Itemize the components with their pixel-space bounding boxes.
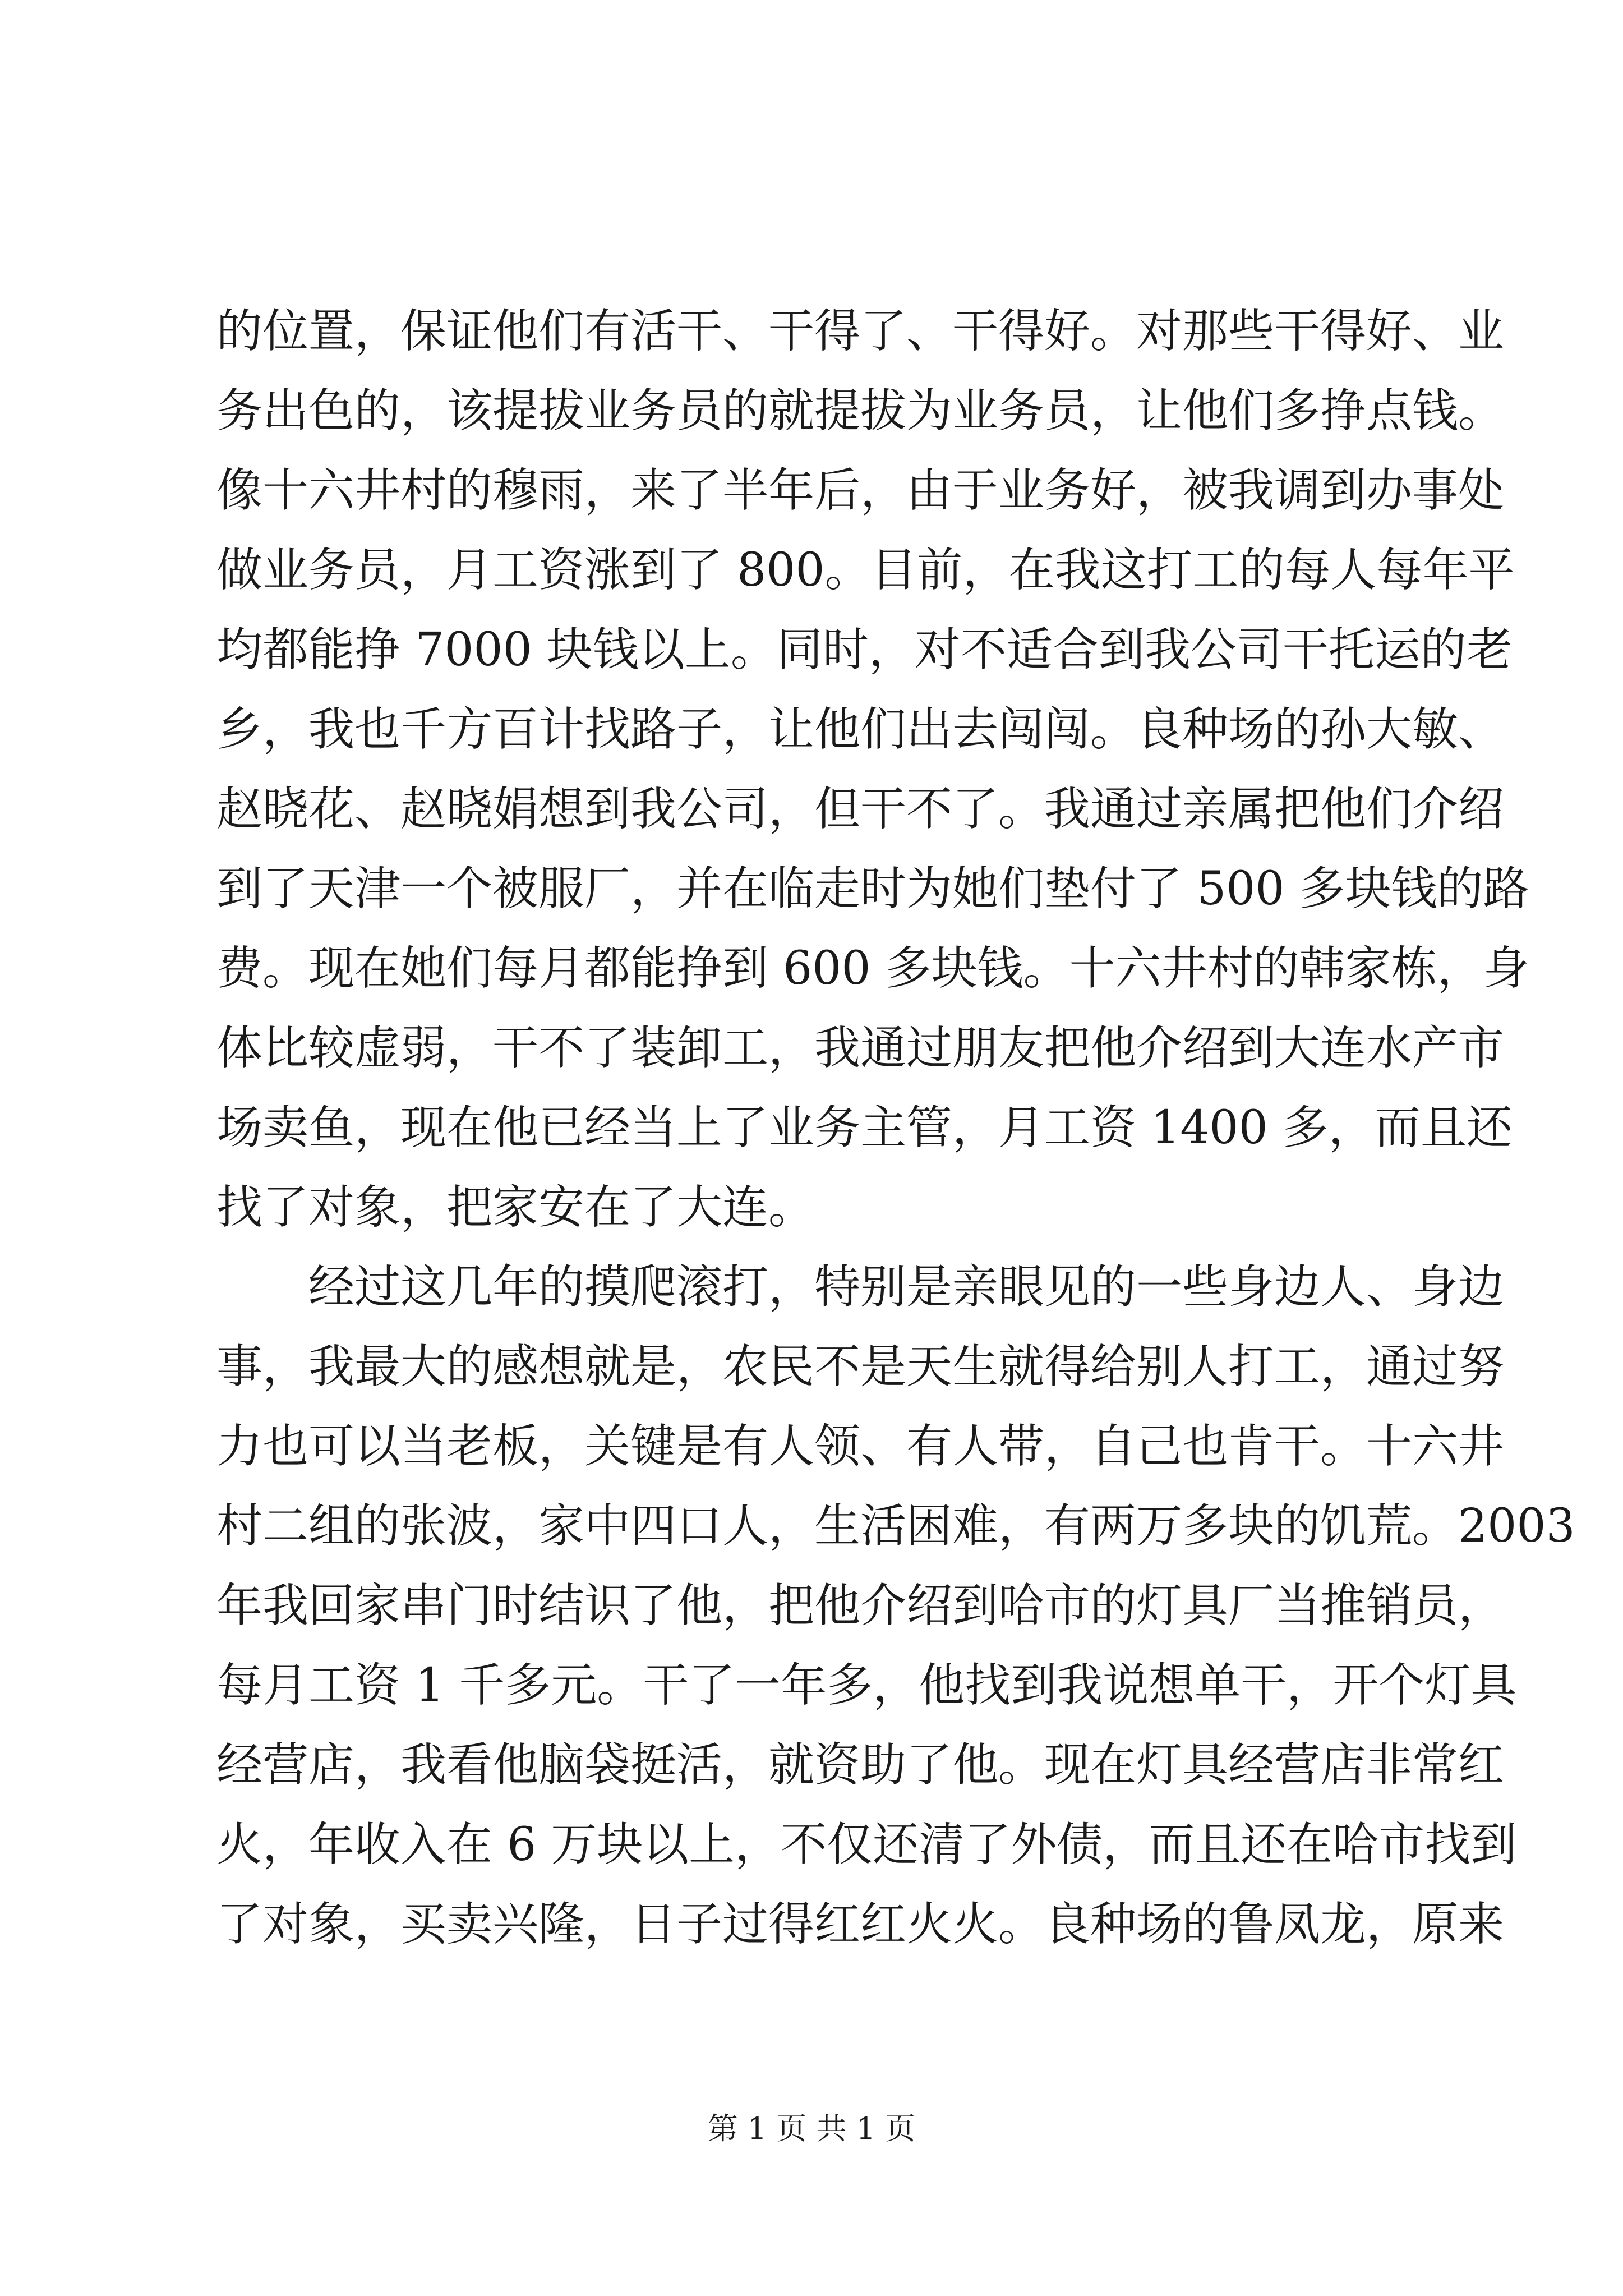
text-line: 火，年收入在 6 万块以上，不仅还清了外债，而且还在哈市找到 (216, 1818, 1517, 1871)
text-line: 年我回家串门时结识了他，把他介绍到哈市的灯具厂当推销员， (216, 1579, 1505, 1632)
text-line: 村二组的张波，家中四口人，生活困难，有两万多块的饥荒。2003 (216, 1499, 1575, 1553)
text-line: 力也可以当老板，关键是有人领、有人带，自己也肯干。十六井 (216, 1420, 1505, 1473)
paragraph (216, 1248, 1575, 1964)
text-line: 乡，我也千方百计找路子，让他们出去闯闯。良种场的孙大敏、 (216, 703, 1505, 756)
text-line: 场卖鱼，现在他已经当上了业务主管，月工资 1400 多，而且还 (216, 1101, 1513, 1154)
text-line: 事，我最大的感想就是，农民不是天生就得给别人打工，通过努 (216, 1340, 1505, 1393)
text-line: 每月工资 1 千多元。干了一年多，他找到我说想单干，开个灯具 (216, 1659, 1517, 1712)
text-line: 均都能挣 7000 块钱以上。同时，对不适合到我公司干托运的老 (216, 623, 1513, 677)
text-line: 经营店，我看他脑袋挺活，就资助了他。现在灯具经营店非常红 (216, 1738, 1505, 1792)
text-line: 赵晓花、赵晓娟想到我公司，但干不了。我通过亲属把他们介绍 (216, 783, 1505, 836)
page-footer: 第 1 页 共 1 页 (707, 2111, 916, 2146)
text-line: 了对象，买卖兴隆，日子过得红红火火。良种场的鲁凤龙，原来 (216, 1898, 1505, 1951)
text-line: 的位置，保证他们有活干、干得了、干得好。对那些干得好、业 (216, 305, 1505, 358)
body-text (216, 292, 1575, 1964)
text-line: 到了天津一个被服厂，并在临走时为她们垫付了 500 多块钱的路 (216, 862, 1529, 915)
text-line: 做业务员，月工资涨到了 800。目前，在我这打工的每人每年平 (216, 544, 1515, 597)
text-line: 务出色的，该提拔业务员的就提拔为业务员，让他们多挣点钱。 (216, 384, 1505, 438)
text-line: 费。现在她们每月都能挣到 600 多块钱。十六井村的韩家栋，身 (216, 942, 1529, 995)
paragraph (216, 292, 1529, 1248)
text-line: 经过这几年的摸爬滚打，特别是亲眼见的一些身边人、身边 (308, 1260, 1505, 1314)
text-line: 找了对象，把家安在了大连。 (216, 1181, 815, 1234)
text-line: 体比较虚弱，干不了装卸工，我通过朋友把他介绍到大连水产市 (216, 1022, 1505, 1075)
text-line: 像十六井村的穆雨，来了半年后，由于业务好，被我调到办事处 (216, 464, 1505, 517)
